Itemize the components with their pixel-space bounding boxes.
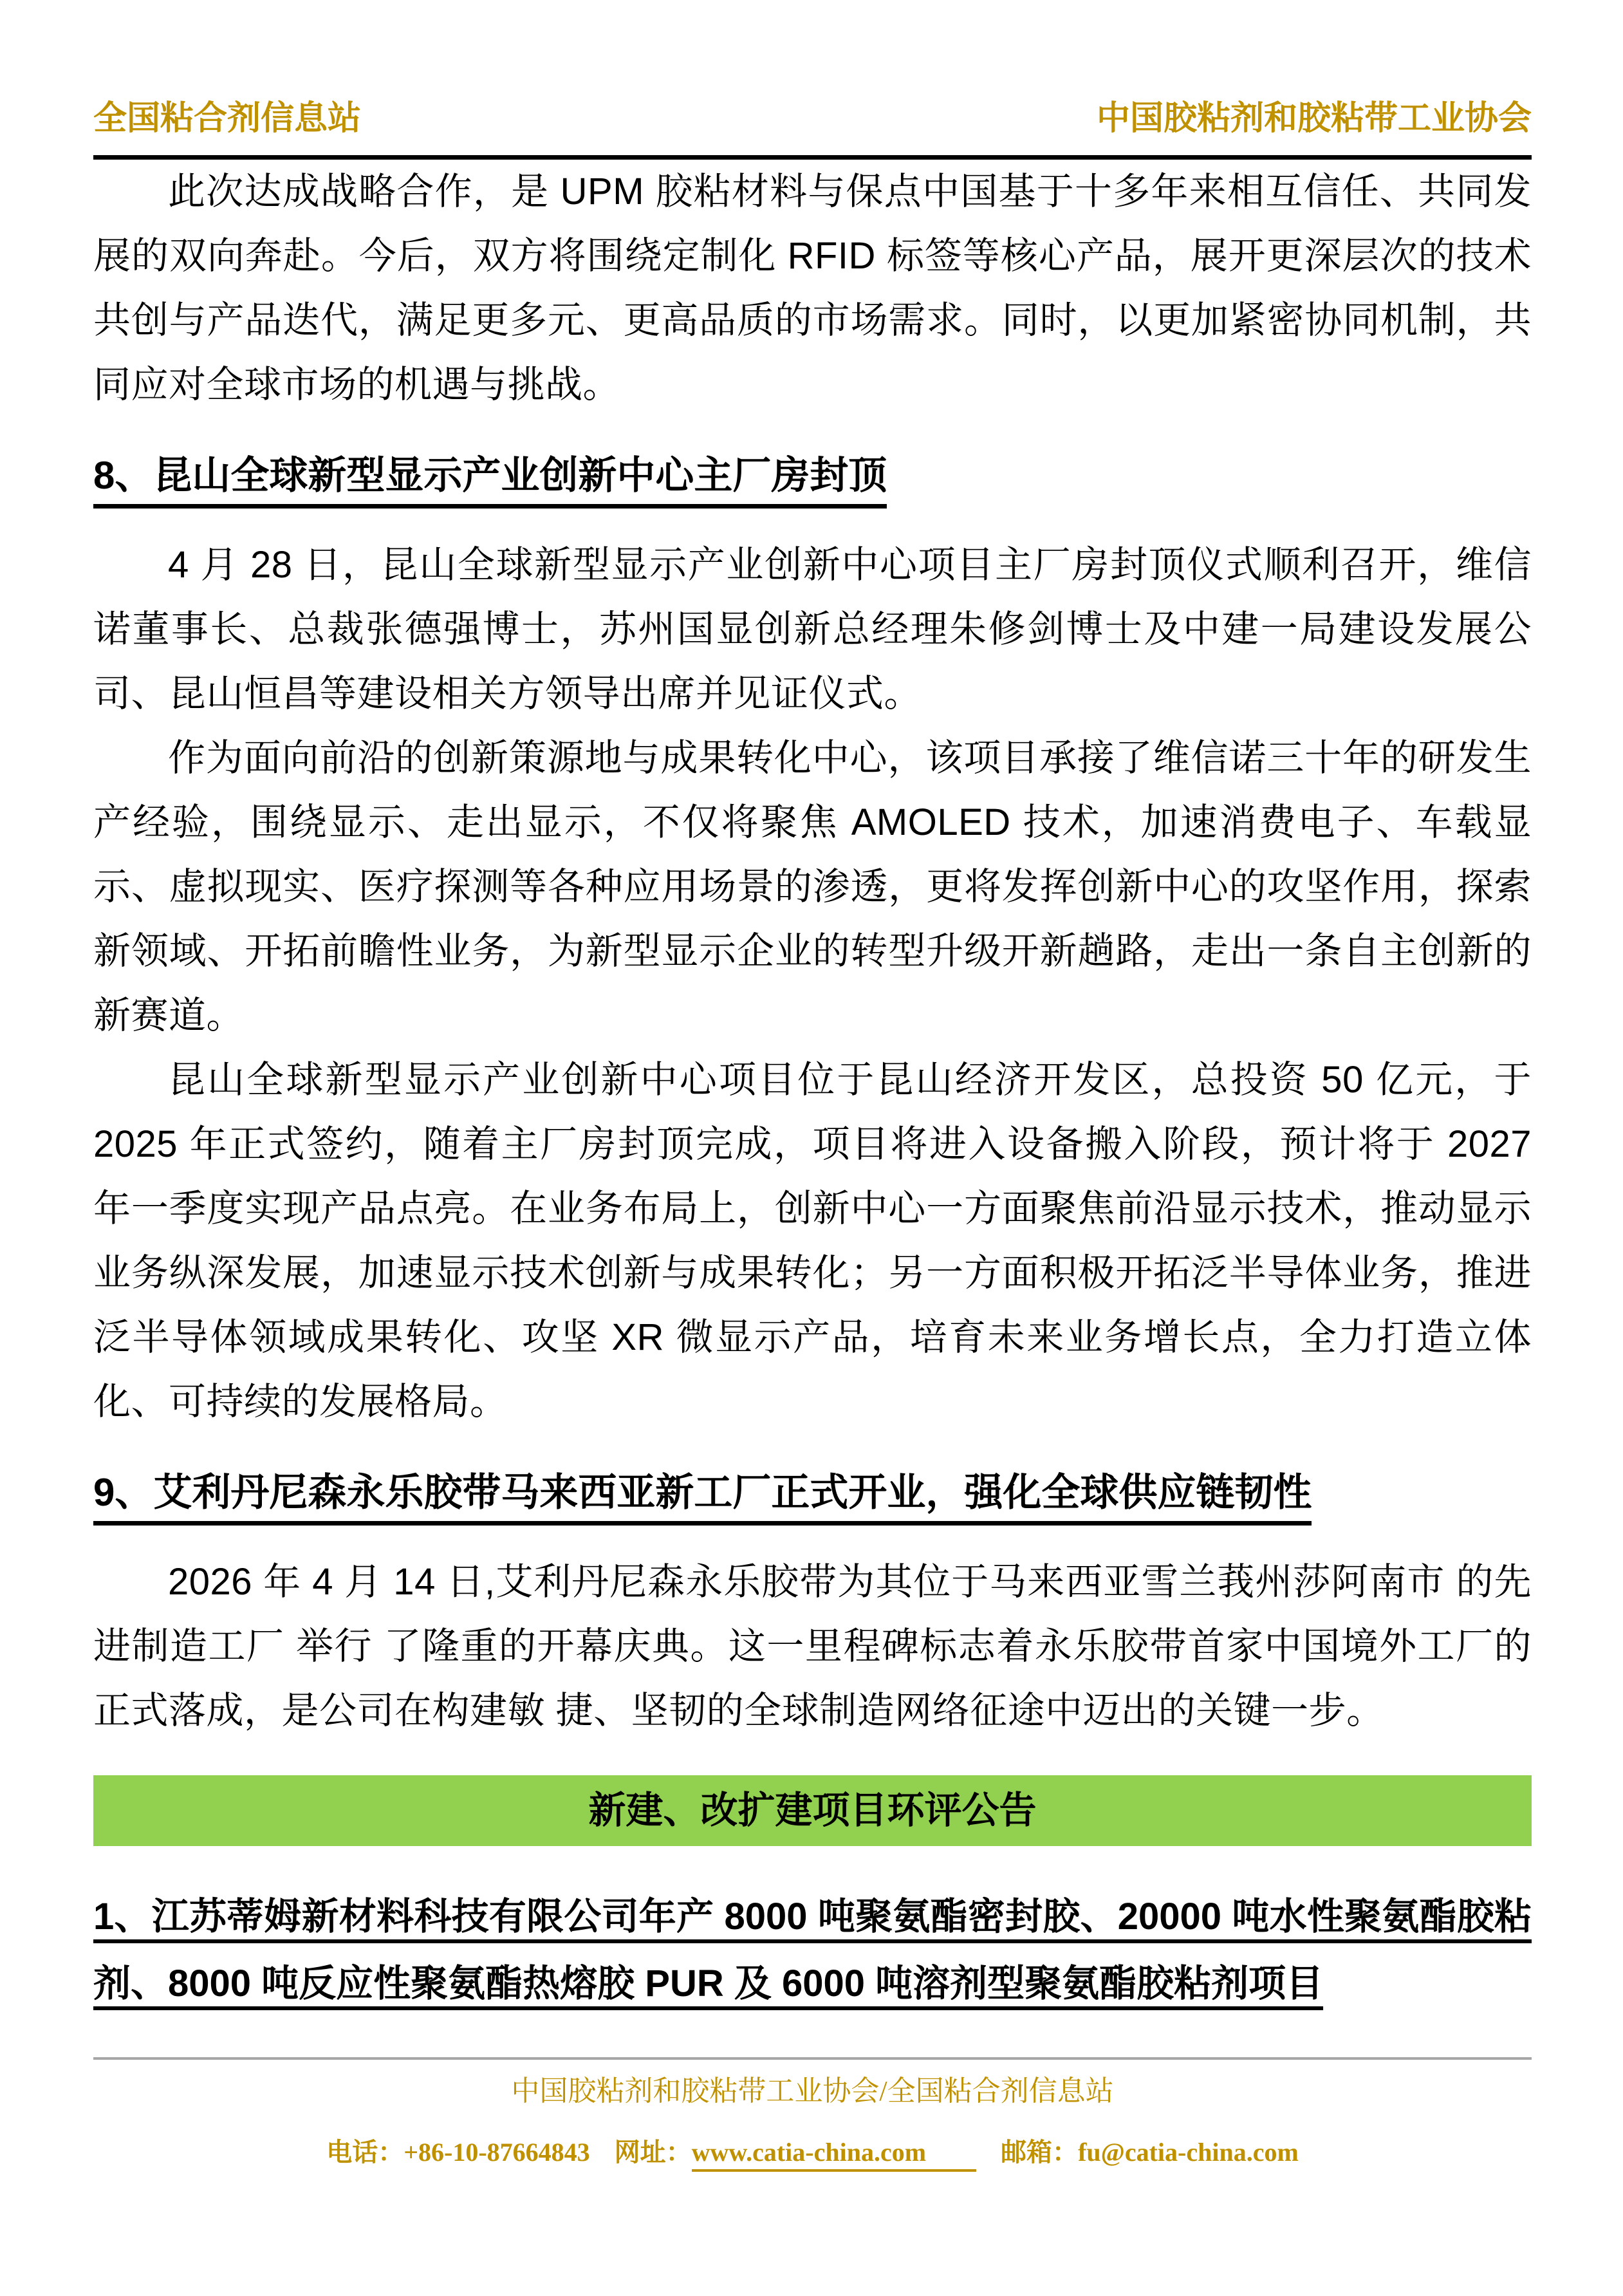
section-9-paragraph-1: 2026 年 4 月 14 日,艾利丹尼森永乐胶带为其位于马来西亚雪兰莪州莎阿南市 的先进制造工厂 举行 了隆重的开幕庆典。这一里程碑标志着永乐胶带首家中国境外工厂的正式落成，是公司在构建敏 捷、坚韧的全球制造网络征途中迈出的关键一步。 bbox=[93, 1561, 1532, 1732]
association-name-label: 中国胶粘剂和胶粘带工业协会 bbox=[1096, 100, 1532, 137]
website-segment bbox=[615, 2138, 976, 2167]
email-value: fu@catia-china.com bbox=[1078, 2138, 1299, 2167]
section-8-heading-text: 8、昆山全球新型显示产业创新中心主厂房封顶 bbox=[93, 453, 887, 509]
section-8-paragraph-2: 作为面向前沿的创新策源地与成果转化中心，该项目承接了维信诺三十年的研发生产经验，围绕显示、走出显示，不仅将聚焦 AMOLED 技术，加速消费电子、车载显示、虚拟现实、医疗探测等各种应用场景的渗透，更将发挥创新中心的攻坚作用，探索新领域、开拓前瞻性业务，为新型显示企业的转型升级开新趟路，走出一条自主创新的新赛道。 bbox=[93, 737, 1532, 1037]
announcement-1-heading: 1、江苏蒂姆新材料科技有限公司年产 8000 吨聚氨酯密封胶、20000 吨水性聚氨酯胶粘剂、8000 吨反应性聚氨酯热熔胶 PUR 及 6000 吨溶剂型聚氨酯胶粘剂项目 bbox=[93, 1896, 1532, 2005]
site-name-label: 全国粘合剂信息站 bbox=[93, 100, 362, 137]
website-label: 网址： bbox=[614, 2138, 692, 2167]
banner-title: 新建、改扩建项目环评公告 bbox=[588, 1789, 1037, 1832]
footer-contact-line bbox=[93, 2132, 1532, 2169]
section-8-paragraph-3: 昆山全球新型显示产业创新中心项目位于昆山经济开发区，总投资 50 亿元，于 2025 年正式签约，随着主厂房封顶完成，项目将进入设备搬入阶段，预计将于 2027 年一季度实现产品点亮。在业务布局上，创新中心一方面聚焦前沿显示技术，推动显示业务纵深发展，加速显示技术创新与成果转化；另一方面积极开拓泛半导体业务，推进泛半导体领域成果转化、攻坚 XR 微显示产品，培育未来业务增长点，全力打造立体化、可持续的发展格局。 bbox=[93, 1059, 1532, 1423]
section-9-heading bbox=[93, 1470, 1532, 1526]
footer-divider bbox=[93, 2057, 1532, 2060]
section-9-heading-text: 9、艾利丹尼森永乐胶带马来西亚新工厂正式开业，强化全球供应链韧性 bbox=[93, 1470, 1312, 1526]
footer-org-line: 中国胶粘剂和胶粘带工业协会/全国粘合剂信息站 bbox=[511, 2075, 1114, 2107]
section-8-heading bbox=[93, 453, 1532, 509]
email-label: 邮箱： bbox=[1001, 2138, 1079, 2167]
phone-segment bbox=[326, 2138, 589, 2167]
website-link[interactable]: www.catia-china.com bbox=[692, 2138, 976, 2172]
page-header bbox=[93, 0, 1532, 160]
phone-label: 电话： bbox=[326, 2138, 404, 2167]
section-8-paragraph-1: 4 月 28 日，昆山全球新型显示产业创新中心项目主厂房封顶仪式顺利召开，维信诺董事长、总裁张德强博士，苏州国显创新总经理朱修剑博士及中建一局建设发展公司、昆山恒昌等建设相关方领导出席并见证仪式。 bbox=[93, 544, 1532, 715]
intro-paragraph: 此次达成战略合作，是 UPM 胶粘材料与保点中国基于十多年来相互信任、共同发展的双向奔赴。今后，双方将围绕定制化 RFID 标签等核心产品，展开更深层次的技术共创与产品迭代，满足更多元、更高品质的市场需求。同时，以更加紧密协同机制，共同应对全球市场的机遇与挑战。 bbox=[93, 171, 1532, 406]
document-body bbox=[93, 160, 1532, 2017]
email-segment bbox=[1001, 2138, 1299, 2167]
eia-announcement-banner bbox=[93, 1775, 1532, 1846]
phone-value: +86-10-87664843 bbox=[403, 2138, 590, 2167]
